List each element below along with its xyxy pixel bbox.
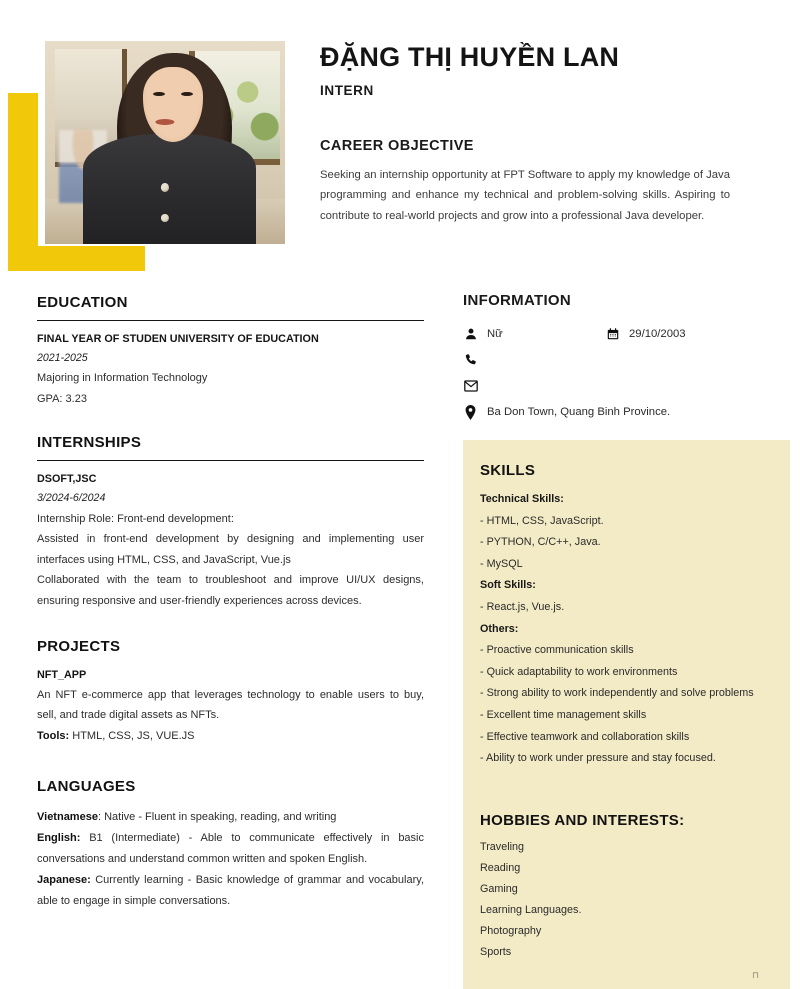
soft-skills-label: Soft Skills: <box>480 579 536 592</box>
info-email <box>463 379 605 394</box>
internship-date: 3/2024-6/2024 <box>37 492 106 505</box>
language-name: English: <box>37 832 81 845</box>
projects-section <box>37 638 424 747</box>
info-phone <box>463 353 605 368</box>
skill-item: - React.js, Vue.js. <box>480 600 565 613</box>
info-address-value: Ba Don Town, Quang Binh Province. <box>487 405 671 418</box>
language-detail: B1 (Intermediate) - Able to communicate effectively in basic conversations and understand common written and spoken English. <box>37 832 424 866</box>
internships-heading: INTERNSHIPS <box>37 434 142 452</box>
skill-item: - Quick adaptability to work environments <box>480 665 678 678</box>
information-section <box>463 292 790 425</box>
hobby-item: Traveling <box>480 840 525 853</box>
photo-jacket-button-lower <box>161 214 169 223</box>
language-detail: Native - Fluent in speaking, reading, and writing <box>104 811 337 824</box>
internship-bullet-1: Assisted in front-end development by designing and implementing user interfaces using HTML, CSS, and JavaScript, Vue.js <box>37 533 424 566</box>
info-row-gender-birthday <box>463 321 790 347</box>
internship-bullet-2: Collaborated with the team to troubleshoot and improve UI/UX designs, ensuring responsive and user-friendly experiences across devices. <box>37 574 424 608</box>
resume-header <box>0 0 800 272</box>
internship-role: Internship Role: Front-end development: <box>37 512 234 525</box>
photo-jacket <box>83 134 256 244</box>
language-separator: : <box>97 811 105 824</box>
education-gpa: GPA: 3.23 <box>37 392 87 405</box>
career-objective-heading: CAREER OBJECTIVE <box>320 137 474 154</box>
technical-skills-label: Technical Skills: <box>480 493 564 505</box>
others-skills-label: Others: <box>480 622 519 635</box>
language-item <box>37 870 424 912</box>
language-name: Japanese: <box>37 873 91 886</box>
project-tools-value: HTML, CSS, JS, VUE.JS <box>69 729 195 742</box>
location-pin-icon <box>463 405 478 420</box>
calendar-icon <box>605 327 620 342</box>
languages-heading: LANGUAGES <box>37 778 136 796</box>
education-divider <box>37 320 424 321</box>
job-title: INTERN <box>320 82 374 98</box>
internships-section <box>37 434 424 612</box>
languages-section <box>37 778 424 911</box>
skill-item: - Ability to work under pressure and stay focused. <box>480 752 716 765</box>
skill-item: - HTML, CSS, JavaScript. <box>480 514 604 527</box>
hobby-item: Photography <box>480 924 542 937</box>
project-description: An NFT e-commerce app that leverages technology to enable users to buy, sell, and trade digital assets as NFTs. <box>37 688 424 722</box>
project-tools <box>37 726 424 746</box>
language-detail: Currently learning - Basic knowledge of grammar and vocabulary, able to engage in simple conversations. <box>37 873 424 907</box>
language-separator <box>80 832 89 844</box>
info-row-email <box>463 373 790 399</box>
information-heading: INFORMATION <box>463 292 572 309</box>
education-heading: EDUCATION <box>37 294 128 311</box>
hobby-item: Gaming <box>480 882 518 895</box>
career-objective-body: Seeking an internship opportunity at FPT Software to apply my knowledge of Java programming and enhance my technical and problem-solving skills. Aspiring to contribute to real-world projects and grow into a professional Java developer. <box>320 168 730 223</box>
page-title: ĐẶNG THỊ HUYỀN LAN <box>320 42 620 72</box>
skill-item: - Proactive communication skills <box>480 644 634 657</box>
education-entry-title: FINAL YEAR OF STUDEN UNIVERSITY OF EDUCATION <box>37 333 319 345</box>
photo-jacket-button-upper <box>161 183 169 192</box>
left-column <box>37 294 424 931</box>
info-gender <box>463 326 605 343</box>
internship-company: DSOFT,JSC <box>37 473 97 486</box>
language-item <box>37 828 424 870</box>
education-section <box>37 294 424 409</box>
language-name: Vietnamese <box>37 811 98 824</box>
profile-photo <box>45 41 285 244</box>
skill-item: - Strong ability to work independently and solve problems <box>480 687 754 700</box>
profile-photo-art <box>45 41 285 244</box>
project-name: NFT_APP <box>37 668 87 681</box>
education-major: Majoring in Information Technology <box>37 372 208 385</box>
skills-panel <box>463 440 790 989</box>
hobbies-heading: HOBBIES AND INTERESTS: <box>480 811 685 829</box>
education-entry-date: 2021-2025 <box>37 351 88 364</box>
language-item <box>37 807 424 828</box>
internships-divider <box>37 460 424 461</box>
skill-item: - Excellent time management skills <box>480 708 647 721</box>
hobby-item: Sports <box>480 945 512 958</box>
hobby-item: Reading <box>480 861 521 874</box>
info-birthday <box>605 326 686 343</box>
skill-item: - Effective teamwork and collaboration skills <box>480 730 690 743</box>
skill-item: - MySQL <box>480 557 523 570</box>
info-address <box>463 404 670 421</box>
corner-mark: ⊓ <box>751 970 759 980</box>
projects-heading: PROJECTS <box>37 637 121 655</box>
skills-heading: SKILLS <box>480 462 536 479</box>
hobby-item: Learning Languages. <box>480 903 582 916</box>
info-row-address <box>463 399 790 425</box>
info-birthday-value: 29/10/2003 <box>629 327 686 340</box>
project-tools-label: Tools: <box>37 729 70 742</box>
info-row-phone <box>463 347 790 373</box>
phone-icon <box>463 353 478 368</box>
info-gender-value: Nữ <box>487 327 503 340</box>
skill-item: - PYTHON, C/C++, Java. <box>480 536 601 549</box>
person-icon <box>463 327 478 342</box>
resume-body <box>0 272 800 989</box>
header-text-block <box>320 41 740 227</box>
envelope-icon <box>463 379 478 394</box>
